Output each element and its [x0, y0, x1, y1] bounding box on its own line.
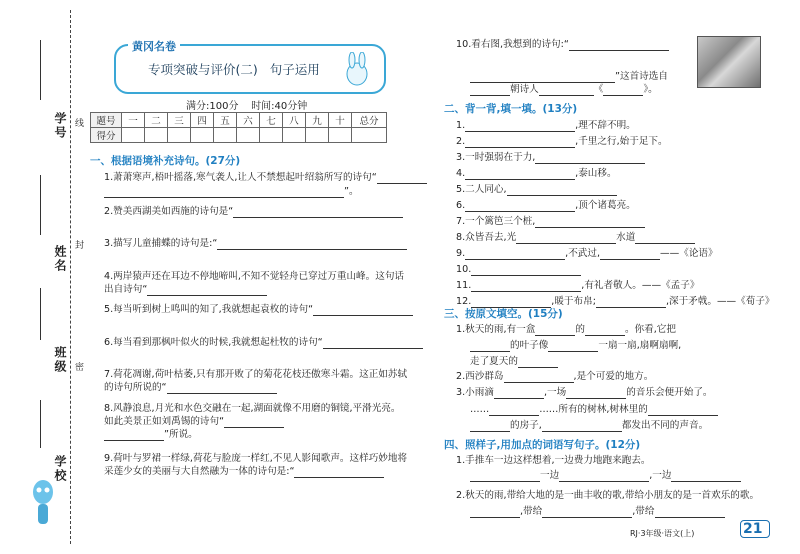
q-text: ,有礼者敬人。——《孟子》: [581, 280, 700, 291]
answer-blank[interactable]: [470, 72, 615, 83]
col-10: 十: [329, 113, 352, 128]
answer-blank[interactable]: [104, 430, 164, 441]
score-cell[interactable]: [283, 128, 306, 143]
class-line: [40, 288, 41, 340]
s3-l1b: [470, 339, 681, 352]
s1-q5: [104, 303, 413, 316]
score-cell[interactable]: [122, 128, 145, 143]
q-text: 朝诗人: [510, 84, 539, 95]
q-text: 》。: [643, 84, 658, 95]
label-student-number: 学号: [53, 112, 67, 140]
q-text: ,是个可爱的地方。: [573, 371, 654, 382]
school-line: [40, 400, 41, 448]
answer-blank[interactable]: [167, 383, 277, 394]
q-text: ,理不辞不明。: [575, 120, 636, 131]
q-text: 走了夏天的: [470, 356, 518, 367]
answer-blank[interactable]: [566, 388, 626, 399]
q-text: 7.一个篱笆三个桩,: [456, 216, 536, 227]
score-table-header-row: [91, 113, 387, 128]
answer-blank[interactable]: [465, 201, 575, 212]
q-text: ,不武过,: [565, 248, 601, 259]
score-cell[interactable]: [352, 128, 387, 143]
score-cell[interactable]: [168, 128, 191, 143]
score-cell[interactable]: [214, 128, 237, 143]
rabbit-icon: [340, 52, 374, 88]
q-text: ……所有的树林,树林里的: [539, 404, 648, 415]
col-2: 二: [145, 113, 168, 128]
s1-q4: [104, 270, 409, 296]
s2-i7: [456, 215, 645, 228]
q-text: 2.: [456, 136, 466, 147]
section1-title: 一、根据语境补充诗句。(27分): [90, 155, 241, 167]
name-line: [40, 175, 41, 235]
s1-q9: [104, 452, 409, 478]
q-text: 。你看,它把: [624, 324, 676, 335]
q-text: 5.二人同心,: [456, 184, 507, 195]
answer-blank[interactable]: [470, 507, 520, 518]
answer-blank[interactable]: [535, 217, 645, 228]
answer-blank[interactable]: [535, 153, 645, 164]
landscape-photo: [697, 36, 761, 88]
answer-blank[interactable]: [635, 233, 695, 244]
q-text: 4.: [456, 168, 466, 179]
s3-l1: [456, 323, 676, 336]
s4-s1: 1.手推车一边这样想着,一边费力地跑来跑去。: [456, 455, 651, 466]
time-limit: 时间:40分钟: [251, 101, 308, 112]
q-text: 3.描写儿童捕蝶的诗句是:“: [104, 238, 218, 249]
answer-blank[interactable]: [600, 249, 660, 260]
q10-line2: [470, 70, 668, 83]
answer-blank[interactable]: [489, 405, 539, 416]
answer-blank[interactable]: [233, 207, 403, 218]
s2-i9: [456, 247, 718, 260]
q-text: ”。: [344, 186, 359, 197]
page-number: 21: [740, 520, 770, 538]
answer-blank[interactable]: [294, 467, 384, 478]
col-total: 总分: [352, 113, 387, 128]
score-info: [186, 97, 307, 112]
score-table-header-label: 题号: [91, 113, 122, 128]
answer-blank[interactable]: [539, 85, 594, 96]
q-text: 11.: [456, 280, 472, 291]
cut-mark-seal: 封: [73, 240, 83, 249]
answer-blank[interactable]: [465, 137, 575, 148]
answer-blank[interactable]: [313, 305, 413, 316]
student-number-line: [40, 40, 41, 100]
q-text: 3.小雨滴: [456, 387, 494, 398]
binding-margin: [0, 0, 82, 554]
s1-q7: [104, 368, 409, 394]
answer-blank[interactable]: [224, 417, 284, 428]
q-text: 12.: [456, 296, 472, 307]
s2-i4: [456, 167, 617, 180]
col-4: 四: [191, 113, 214, 128]
s4-s2: 2.秋天的雨,带给大地的是一曲丰收的歌,带给小朋友的是一首欢乐的歌。: [456, 490, 760, 501]
answer-blank[interactable]: [542, 507, 632, 518]
answer-blank[interactable]: [471, 265, 581, 276]
answer-blank[interactable]: [504, 372, 574, 383]
s2-i1: [456, 119, 636, 132]
q-text: ,带给: [632, 506, 655, 517]
q-text: 的: [575, 324, 585, 335]
col-9: 九: [306, 113, 329, 128]
cut-mark-dense: 密: [73, 362, 83, 371]
col-1: 一: [122, 113, 145, 128]
answer-blank[interactable]: [470, 471, 540, 482]
s2-i6: [456, 199, 636, 212]
answer-blank[interactable]: [585, 325, 625, 336]
s4-s2-answer: [470, 505, 725, 518]
answer-blank[interactable]: [569, 40, 669, 51]
s1-q1-line2: [104, 185, 359, 198]
q-text: ,千里之行,始于足下。: [575, 136, 668, 147]
answer-blank[interactable]: [217, 239, 407, 250]
answer-blank[interactable]: [470, 85, 510, 96]
s3-l4: [456, 386, 713, 399]
answer-blank[interactable]: [470, 421, 510, 432]
brand-logo: 黄冈名卷: [128, 38, 180, 54]
q-text: ”这首诗选自: [615, 71, 668, 82]
footer-text: RJ·3年级·语文(上): [630, 529, 695, 538]
col-6: 六: [237, 113, 260, 128]
score-cell[interactable]: [237, 128, 260, 143]
answer-blank[interactable]: [535, 325, 575, 336]
answer-blank[interactable]: [548, 341, 598, 352]
col-5: 五: [214, 113, 237, 128]
q-text: 8.众皆吾去,光: [456, 232, 517, 243]
q-text: ,深于矛戟。——《荀子》: [665, 296, 775, 307]
label-school: 学校: [53, 455, 67, 483]
q-text: 2.赞美西湖美如西施的诗句是“: [104, 206, 234, 217]
cut-line: [70, 10, 71, 544]
s2-i3: [456, 151, 645, 164]
score-cell[interactable]: [191, 128, 214, 143]
col-3: 三: [168, 113, 191, 128]
answer-blank[interactable]: [516, 233, 616, 244]
q-text: 8.风静浪息,月光和水色交融在一起,湖面就像不用磨的铜镜,平滑光亮。如此美景正如刘禹锡的诗句“: [104, 403, 401, 427]
q-text: 2.西沙群岛: [456, 371, 504, 382]
q-text: ,暖于布帛;: [551, 296, 596, 307]
answer-blank[interactable]: [671, 471, 741, 482]
s2-i5: [456, 183, 617, 196]
s3-l2: [470, 355, 558, 368]
s1-q8: [104, 402, 409, 441]
q-text: 1.秋天的雨,有一盒: [456, 324, 536, 335]
q-text: 《: [593, 84, 604, 95]
q-text: 都发出不同的声音。: [621, 420, 709, 431]
q-text: ,带给: [520, 506, 543, 517]
q-text: 7.荷花凋谢,荷叶枯萎,只有那开败了的菊花花枝还傲寒斗霜。这正如苏轼的诗句所说的“: [104, 369, 408, 393]
q-text: 9.: [456, 248, 466, 259]
q-text: 一边: [540, 470, 560, 481]
s1-q6: [104, 336, 423, 349]
q-text: 9.荷叶与罗裙一样绿,荷花与脸庞一样红,不见人影闻歌声。这样巧妙地将采莲少女的美丽与大自然融为一体的诗句是:“: [104, 453, 408, 477]
q-text: ,一边: [649, 470, 672, 481]
section3-title: 三、按原文填空。(15分): [444, 308, 563, 320]
score-cell[interactable]: [260, 128, 283, 143]
full-score: 满分:100分: [186, 101, 239, 112]
page-title: [148, 60, 320, 78]
mascot-icon: [28, 478, 58, 528]
answer-blank[interactable]: [559, 471, 649, 482]
q-text: 的音乐会便开始了。: [626, 387, 713, 398]
answer-blank[interactable]: [648, 405, 718, 416]
answer-blank[interactable]: [603, 85, 643, 96]
q-text: ,一场: [543, 387, 567, 398]
q-text: ……: [470, 404, 490, 415]
s1-q3: [104, 237, 407, 250]
s3-l5: [470, 403, 718, 416]
answer-blank[interactable]: [470, 341, 510, 352]
answer-blank[interactable]: [465, 169, 575, 180]
q-text: 一扇一扇,扇: [598, 340, 650, 351]
q-text: 啊扇啊,: [649, 340, 682, 351]
score-cell[interactable]: [329, 128, 352, 143]
answer-blank[interactable]: [596, 297, 666, 308]
s2-i2: [456, 135, 668, 148]
score-row-label: 得分: [91, 128, 122, 143]
s4-s1-answer: [470, 469, 741, 482]
q-text: 3.一时强弱在于力,: [456, 152, 536, 163]
q-text: 的房子,: [510, 420, 542, 431]
answer-blank[interactable]: [507, 185, 617, 196]
s3-l3: [456, 370, 653, 383]
answer-blank[interactable]: [323, 338, 423, 349]
s2-i10: [456, 263, 581, 276]
label-class: 班级: [53, 346, 67, 374]
score-table: [90, 112, 387, 143]
title-main: 专项突破与评价(二): [148, 62, 258, 77]
q-text: ,泰山移。: [575, 168, 617, 179]
score-cell[interactable]: [306, 128, 329, 143]
q-text: 的叶子像: [510, 340, 549, 351]
q-text: 水道: [616, 232, 636, 243]
q-text: ,顶个诸葛亮。: [575, 200, 636, 211]
s1-q2: [104, 205, 403, 218]
title-sub: 句子运用: [269, 62, 320, 77]
score-table-score-row: [91, 128, 387, 143]
answer-blank[interactable]: [465, 249, 565, 260]
q-text: 1.萧萧寒声,梧叶摇落,寒气袭人,让人不禁想起叶绍翁所写的诗句“: [104, 172, 377, 183]
answer-blank[interactable]: [104, 187, 344, 198]
q-text: 6.: [456, 200, 466, 211]
cut-mark-line: 线: [73, 118, 83, 127]
answer-blank[interactable]: [471, 281, 581, 292]
score-cell[interactable]: [145, 128, 168, 143]
answer-blank[interactable]: [494, 388, 544, 399]
s3-l6: [470, 419, 708, 432]
s2-i8: [456, 231, 695, 244]
answer-blank[interactable]: [655, 507, 725, 518]
q-text: 1.: [456, 120, 466, 131]
answer-blank[interactable]: [518, 357, 558, 368]
answer-blank[interactable]: [465, 121, 575, 132]
q-text: 5.每当听到树上鸣叫的知了,我就想起袁枚的诗句“: [104, 304, 314, 315]
q10-line3: [470, 83, 658, 96]
q-text: ——《论语》: [660, 248, 718, 259]
q-text: 6.每当看到那枫叶似火的时候,我就想起杜牧的诗句“: [104, 337, 323, 348]
q-text: 10.看右图,我想到的诗句:“: [456, 39, 569, 50]
answer-blank[interactable]: [377, 173, 427, 184]
q-text: 4.两岸猿声还在耳边不停地啼叫,不知不觉轻舟已穿过万重山峰。这句话出自诗句“: [104, 271, 405, 295]
section2-title: 二、背一背,填一填。(13分): [444, 103, 578, 115]
s1-q1: [104, 171, 427, 184]
s2-i11: [456, 279, 699, 292]
col-8: 八: [283, 113, 306, 128]
section4-title: 四、照样子,用加点的词语写句子。(12分): [444, 439, 641, 451]
answer-blank[interactable]: [147, 285, 267, 296]
label-name: 姓名: [53, 245, 67, 273]
answer-blank[interactable]: [542, 421, 622, 432]
col-7: 七: [260, 113, 283, 128]
q10: [456, 38, 669, 51]
q-text: ”所说。: [164, 429, 198, 440]
q-text: 10.: [456, 264, 472, 275]
